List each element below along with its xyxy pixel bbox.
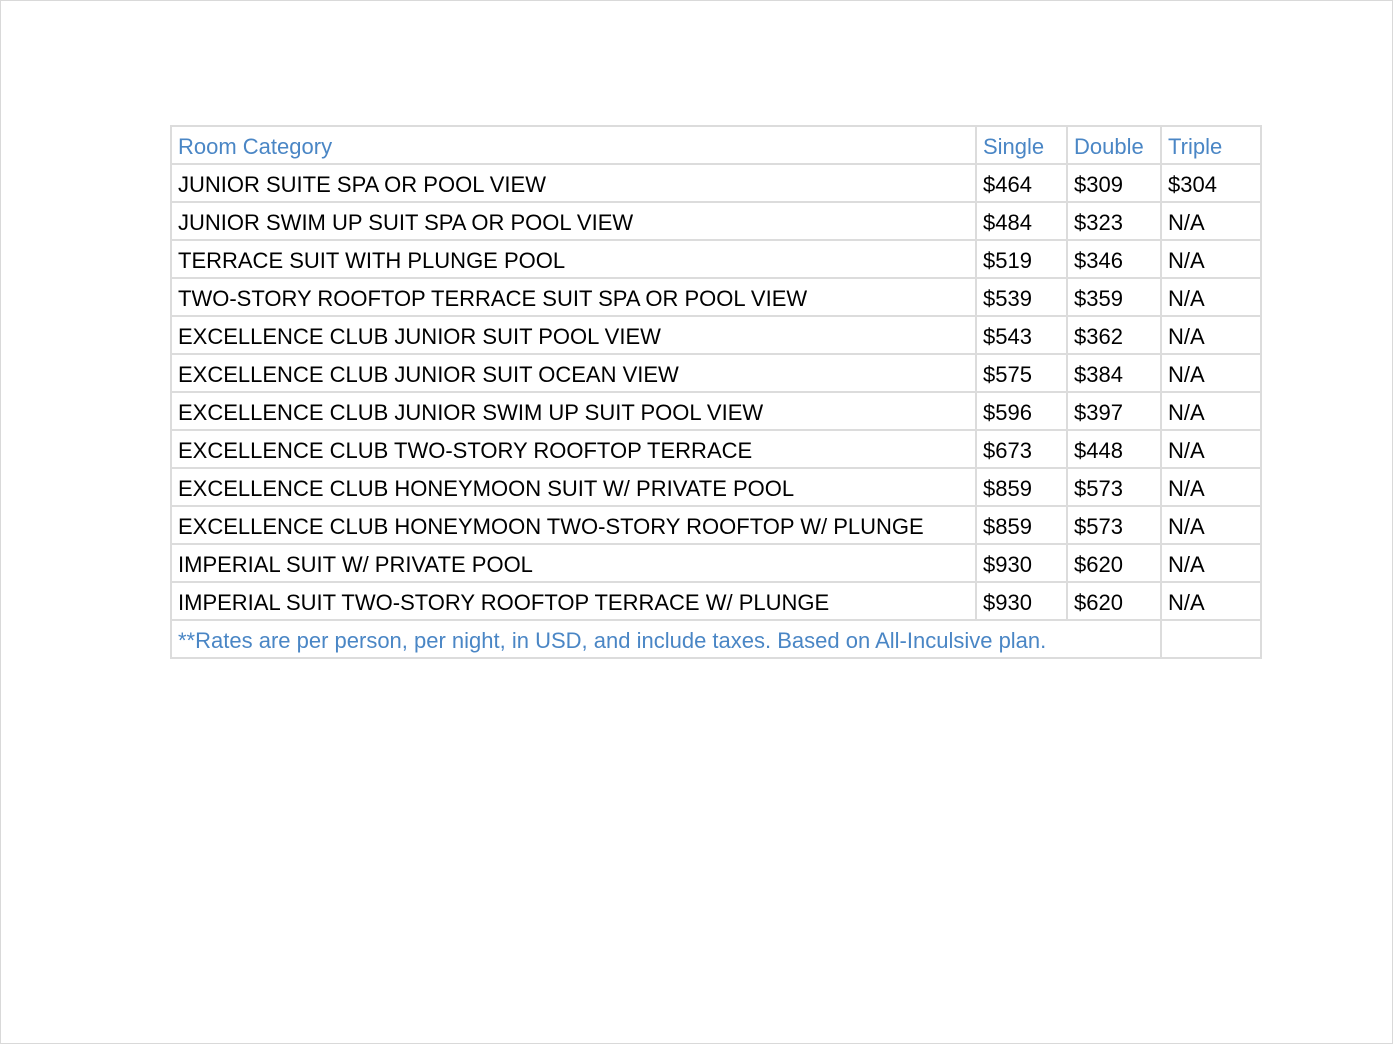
table-row [171,582,1261,620]
single-rate-cell: $930 [976,544,1067,582]
double-rate-cell: $620 [1067,544,1161,582]
table-row [171,240,1261,278]
triple-rate-cell: N/A [1161,582,1261,620]
table-row [171,468,1261,506]
double-rate-cell: $359 [1067,278,1161,316]
single-rate-cell: $543 [976,316,1067,354]
double-rate-cell: $397 [1067,392,1161,430]
double-rate-cell: $384 [1067,354,1161,392]
triple-rate-cell: N/A [1161,392,1261,430]
room-category-cell: EXCELLENCE CLUB HONEYMOON TWO-STORY ROOFTOP W/ PLUNGE [171,506,976,544]
triple-rate-cell: N/A [1161,354,1261,392]
single-rate-cell: $673 [976,430,1067,468]
room-category-cell: TERRACE SUIT WITH PLUNGE POOL [171,240,976,278]
triple-rate-cell: $304 [1161,164,1261,202]
table-row [171,430,1261,468]
table-row [171,278,1261,316]
triple-rate-cell: N/A [1161,544,1261,582]
single-rate-cell: $464 [976,164,1067,202]
room-category-cell: IMPERIAL SUIT W/ PRIVATE POOL [171,544,976,582]
double-rate-cell: $573 [1067,506,1161,544]
header-double: Double [1067,126,1161,164]
rates-table [170,125,1262,659]
header-room-category: Room Category [171,126,976,164]
header-single: Single [976,126,1067,164]
footnote-empty-cell [1161,620,1261,658]
room-category-cell: TWO-STORY ROOFTOP TERRACE SUIT SPA OR POOL VIEW [171,278,976,316]
double-rate-cell: $448 [1067,430,1161,468]
single-rate-cell: $859 [976,468,1067,506]
room-category-cell: EXCELLENCE CLUB HONEYMOON SUIT W/ PRIVATE POOL [171,468,976,506]
table-row [171,202,1261,240]
triple-rate-cell: N/A [1161,278,1261,316]
double-rate-cell: $323 [1067,202,1161,240]
single-rate-cell: $859 [976,506,1067,544]
table-row [171,392,1261,430]
table-row [171,544,1261,582]
single-rate-cell: $596 [976,392,1067,430]
room-category-cell: EXCELLENCE CLUB JUNIOR SUIT OCEAN VIEW [171,354,976,392]
header-row [171,126,1261,164]
room-category-cell: EXCELLENCE CLUB JUNIOR SUIT POOL VIEW [171,316,976,354]
single-rate-cell: $930 [976,582,1067,620]
header-triple: Triple [1161,126,1261,164]
double-rate-cell: $309 [1067,164,1161,202]
table-row [171,506,1261,544]
single-rate-cell: $575 [976,354,1067,392]
table-row [171,354,1261,392]
room-category-cell: JUNIOR SWIM UP SUIT SPA OR POOL VIEW [171,202,976,240]
footnote: **Rates are per person, per night, in USD, and include taxes. Based on All-Inculsive plan. [171,620,1161,658]
double-rate-cell: $573 [1067,468,1161,506]
room-category-cell: EXCELLENCE CLUB TWO-STORY ROOFTOP TERRACE [171,430,976,468]
single-rate-cell: $539 [976,278,1067,316]
room-category-cell: IMPERIAL SUIT TWO-STORY ROOFTOP TERRACE W/ PLUNGE [171,582,976,620]
triple-rate-cell: N/A [1161,240,1261,278]
double-rate-cell: $346 [1067,240,1161,278]
double-rate-cell: $362 [1067,316,1161,354]
table-row [171,164,1261,202]
triple-rate-cell: N/A [1161,202,1261,240]
footnote-row [171,620,1261,658]
room-category-cell: JUNIOR SUITE SPA OR POOL VIEW [171,164,976,202]
triple-rate-cell: N/A [1161,468,1261,506]
table-row [171,316,1261,354]
single-rate-cell: $484 [976,202,1067,240]
triple-rate-cell: N/A [1161,316,1261,354]
triple-rate-cell: N/A [1161,430,1261,468]
double-rate-cell: $620 [1067,582,1161,620]
room-category-cell: EXCELLENCE CLUB JUNIOR SWIM UP SUIT POOL VIEW [171,392,976,430]
triple-rate-cell: N/A [1161,506,1261,544]
single-rate-cell: $519 [976,240,1067,278]
